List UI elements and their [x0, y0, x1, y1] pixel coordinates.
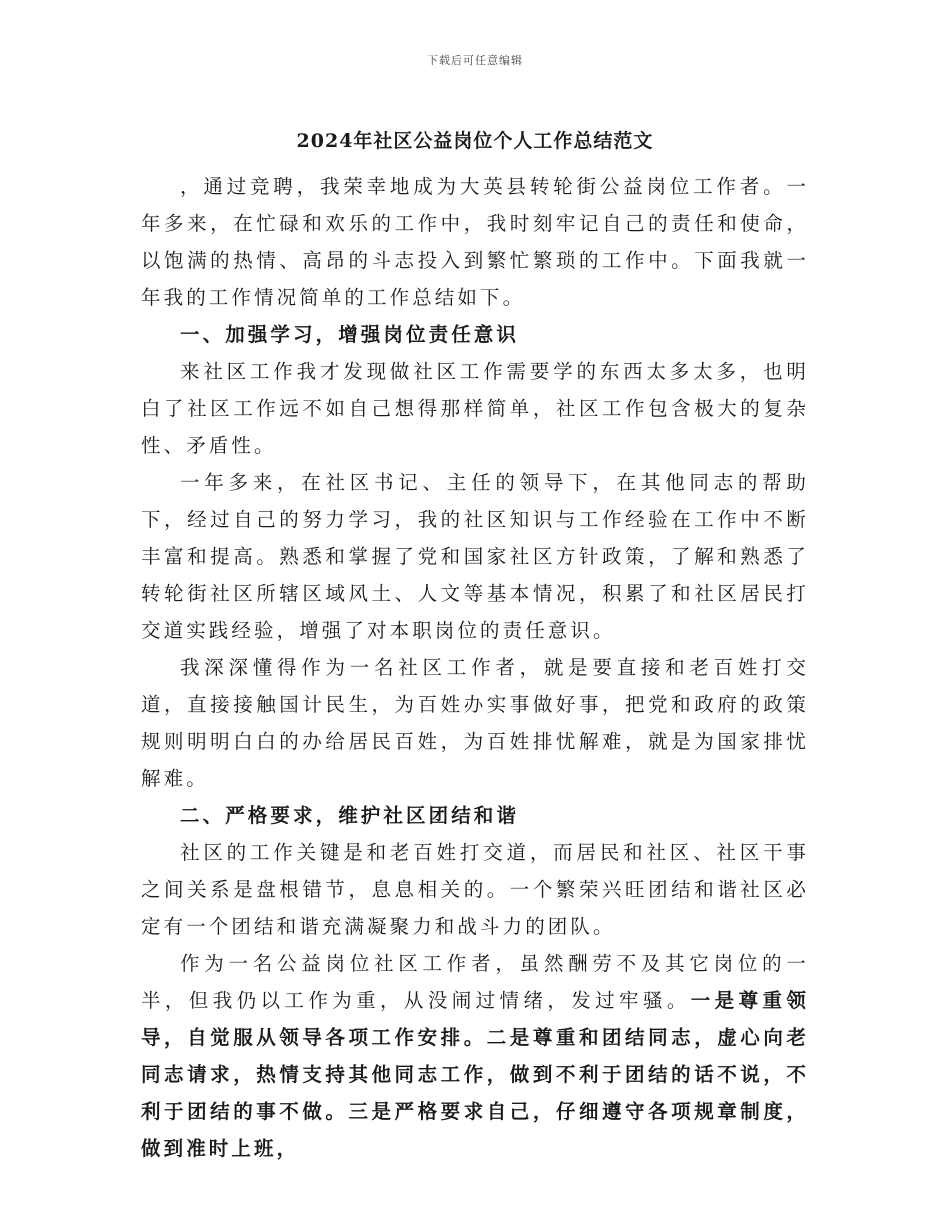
paragraph: 我深深懂得作为一名社区工作者，就是要直接和老百姓打交道，直接接触国计民生，为百姓办实事做好事，把党和政府的政策规则明明白白的办给居民百姓，为百姓排忧解难，就是为国家排忧解难。 — [141, 656, 809, 790]
paragraph-intro: ，通过竞聘，我荣幸地成为大英县转轮街公益岗位工作者。一年多来，在忙碌和欢乐的工作中，我时刻牢记自己的责任和使命，以饱满的热情、高昂的斗志投入到繁忙繁琐的工作中。下面我就一年我的工作情况简单的工作总结如下。 — [141, 175, 809, 309]
document-title: 2024年社区公益岗位个人工作总结范文 — [296, 130, 654, 152]
page-header-note: 下载后可任意编辑 — [427, 54, 523, 67]
document-body — [141, 168, 809, 1167]
section-heading-1: 一、加强学习，增强岗位责任意识 — [180, 323, 520, 346]
section-heading-2: 二、严格要求，维护社区团结和谐 — [180, 804, 520, 827]
paragraph: 来社区工作我才发现做社区工作需要学的东西太多太多，也明白了社区工作远不如自己想得那样简单，社区工作包含极大的复杂性、矛盾性。 — [141, 360, 809, 457]
paragraph-bold-part: 一是尊重领导，自觉服从领导各项工作安排。二是尊重和团结同志，虚心向老同志请求，热情支持其他同志工作，做到不利于团结的话不说，不利于团结的事不做。三是严格要求自己，仔细遵守各项规章制度，做到准时上班， — [141, 989, 809, 1160]
paragraph-mixed — [141, 945, 809, 1167]
paragraph: 一年多来，在社区书记、主任的领导下，在其他同志的帮助下，经过自己的努力学习，我的社区知识与工作经验在工作中不断丰富和提高。熟悉和掌握了党和国家社区方针政策，了解和熟悉了转轮街社区所辖区域风土、人文等基本情况，积累了和社区居民打交道实践经验，增强了对本职岗位的责任意识。 — [141, 471, 809, 642]
paragraph-regular-part: 作为一名公益岗位社区工作者，虽然酬劳不及其它岗位的一半，但我仍以工作为重，从没闹过情绪，发过牢骚。 — [141, 952, 809, 1012]
paragraph: 社区的工作关键是和老百姓打交道，而居民和社区、社区干事之间关系是盘根错节，息息相关的。一个繁荣兴旺团结和谐社区必定有一个团结和谐充满凝聚力和战斗力的团队。 — [141, 841, 809, 938]
